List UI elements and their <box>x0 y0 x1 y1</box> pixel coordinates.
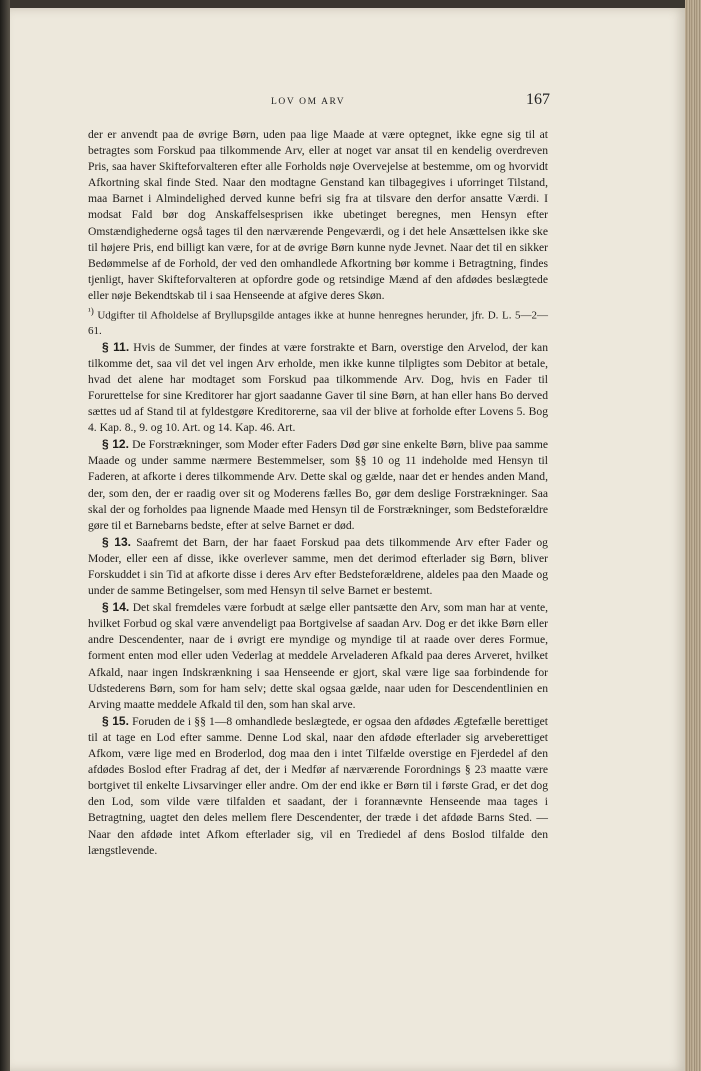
section-number: § 13. <box>102 534 131 549</box>
section-paragraph <box>88 599 548 713</box>
section-number: § 15. <box>102 713 129 728</box>
page-stack-edge <box>685 0 701 1071</box>
paragraph-text: Hvis de Summer, der findes at være forstrakte et Barn, overstige den Arvelod, der kan tilkomme det, saa vil det vel ingen Arv erholde, men ikke kunne tilpligtes som Debitor at betale, hvad det alene har modtaget som Forskud paa tilkommende Arv. Dog, hvis en Fader til Forurettelse for sine Kreditorer har gjort saadanne Gaver til sine Børn, at han eller hans Bo derved sættes ud af Stand til at fyldestgøre Kreditorerne, saa vil der blive at forholde efter Lovens 5. Bog 4. Kap. 8., 9. og 10. Art. og 14. Kap. 46. Art. <box>88 340 548 435</box>
section-paragraph <box>88 339 548 437</box>
paragraph-text: der er anvendt paa de øvrige Børn, uden paa lige Maade at være optegnet, ikke egne sig til at betragtes som Forskud paa tilkommende Arv, eller at noget var ansat til en kendelig overdreven Pris, saa haver Skifteforvalteren efter alle Forholds nøje Overvejelse at bestemme, om og hvorvidt Afkortning skal finde Sted. Naar den modtagne Genstand kan tilbagegives i uforringet Tilstand, maa Barnet i Almindelighed derved kunne befri sig fra at tilsvare den derfor ansatte Værdi. I modsat Fald bør dog Anskaffelsesprisen ikke ubetinget beregnes, men Hensyn efter Omstændighederne også tages til den nærværende Pengeværdi, og i det hele Ansættelsen ikke ske til højere Pris, end billigt kan være, for at de øvrige Børn kunne nyde Jevnet. Naar det til en sikker Bedømmelse af de Forhold, der ved den omhandlede Afkortning bør komme i Betragtning, findes tjenligt, haver Skifteforvalteren at opfordre gode og retsindige Mænd af den afdødes beslægtede eller nøje Bekendtskab til i saa Henseende at afgive deres Skøn. <box>88 128 548 302</box>
body-text <box>88 127 548 859</box>
footnote-text: Udgifter til Afholdelse af Bryllupsgilde antages ikke at hunne henregnes herunder, jfr. D. L. 5—2—61. <box>88 309 549 337</box>
paragraph-text: Det skal fremdeles være forbudt at sælge eller pantsætte den Arv, som man har at vente, hvilket Forbud og skal være anvendeligt paa Bortgivelse af saadan Arv. Dog er det ikke Børn eller andre Descendenter, naar de i øvrigt ere myndige og myndige til at raade over deres Formue, forment enten mod eller uden Vederlag at meddele Arveladeren Afkald paa deres Arveret, hvilket Afkald, naar ingen Indskrænkning i saa Henseende er gjort, skal være lige saa forbindende for Udstederens Børn, som for ham selv; dette skal ogsaa gælde, naar uden for Descendentlinien en Arving maatte meddele Afkald til den, som han skal arve. <box>88 601 548 711</box>
page-number: 167 <box>526 91 550 108</box>
section-paragraph <box>88 534 548 599</box>
book-gutter-shadow <box>0 0 10 1071</box>
section-number: § 14. <box>102 600 130 615</box>
paragraph <box>88 127 548 304</box>
section-number: § 12. <box>102 437 129 452</box>
footnote <box>88 304 548 339</box>
section-paragraph <box>88 713 548 859</box>
section-paragraph <box>88 436 548 534</box>
paragraph-text: Foruden de i §§ 1—8 omhandlede beslægtede, er ogsaa den afdødes Ægtefælle berettiget til at tage en Lod efter samme. Denne Lod skal, naar den afdøde efterlader sig arveberettiget Afkom, være lige med en Broderlod, dog maa den i intet Tilfælde overstige en Fjerdedel af den afdødes Boslod efter Fradrag af det, der i Medfør af nærværende Forordnings § 23 maatte være bortgivet til enkelte Livsarvinger eller andre. Om der end ikke er Børn til i første Grad, er det dog den Lod, som vilde være tilfalden et saadant, der i forannævnte Henseende maa tages i Betragtning, uagtet den deles mellem flere Descendenter, der træde i det afdøde Barns Sted. — Naar den afdøde intet Afkom efterlader sig, vil en Trediedel af dens Boslod tilfalde den længstlevende. <box>88 714 548 857</box>
running-head: LOV OM ARV <box>271 97 346 107</box>
section-number: § 11. <box>102 339 130 354</box>
footnote-mark: ¹) <box>88 306 94 317</box>
paragraph-text: De Forstrækninger, som Moder efter Faders Død gør sine enkelte Børn, blive paa samme Maade og under samme nærmere Bestemmelser, som §§ 10 og 11 indeholde med Hensyn til Faderen, at afkorte i deres tilkommende Arv. Dette skal og gælde, naar det er hendes anden Mand, der, som den, der er raadig over sit og Moderens fælles Bo, gør dem deslige Forstrækninger. Saa skal der og forholdes paa lignende Maade med Hensyn til de Forstrækninger, som Bedsteforældre gøre til et Barnebarns bedste, efter at selve Barnet er død. <box>88 438 548 532</box>
paragraph-text: Saafremt det Barn, der har faaet Forskud paa dets tilkommende Arv efter Fader og Moder, eller een af disse, ikke overlever samme, men det derimod efterlader sig Børn, bliver Forskuddet i sin Tid at afkorte disse i deres Arv efter Bedsteforældrene, aldeles paa den Maade og under de samme Betingelser, som med Hensyn til selve Barnet er bestemt. <box>88 535 548 598</box>
